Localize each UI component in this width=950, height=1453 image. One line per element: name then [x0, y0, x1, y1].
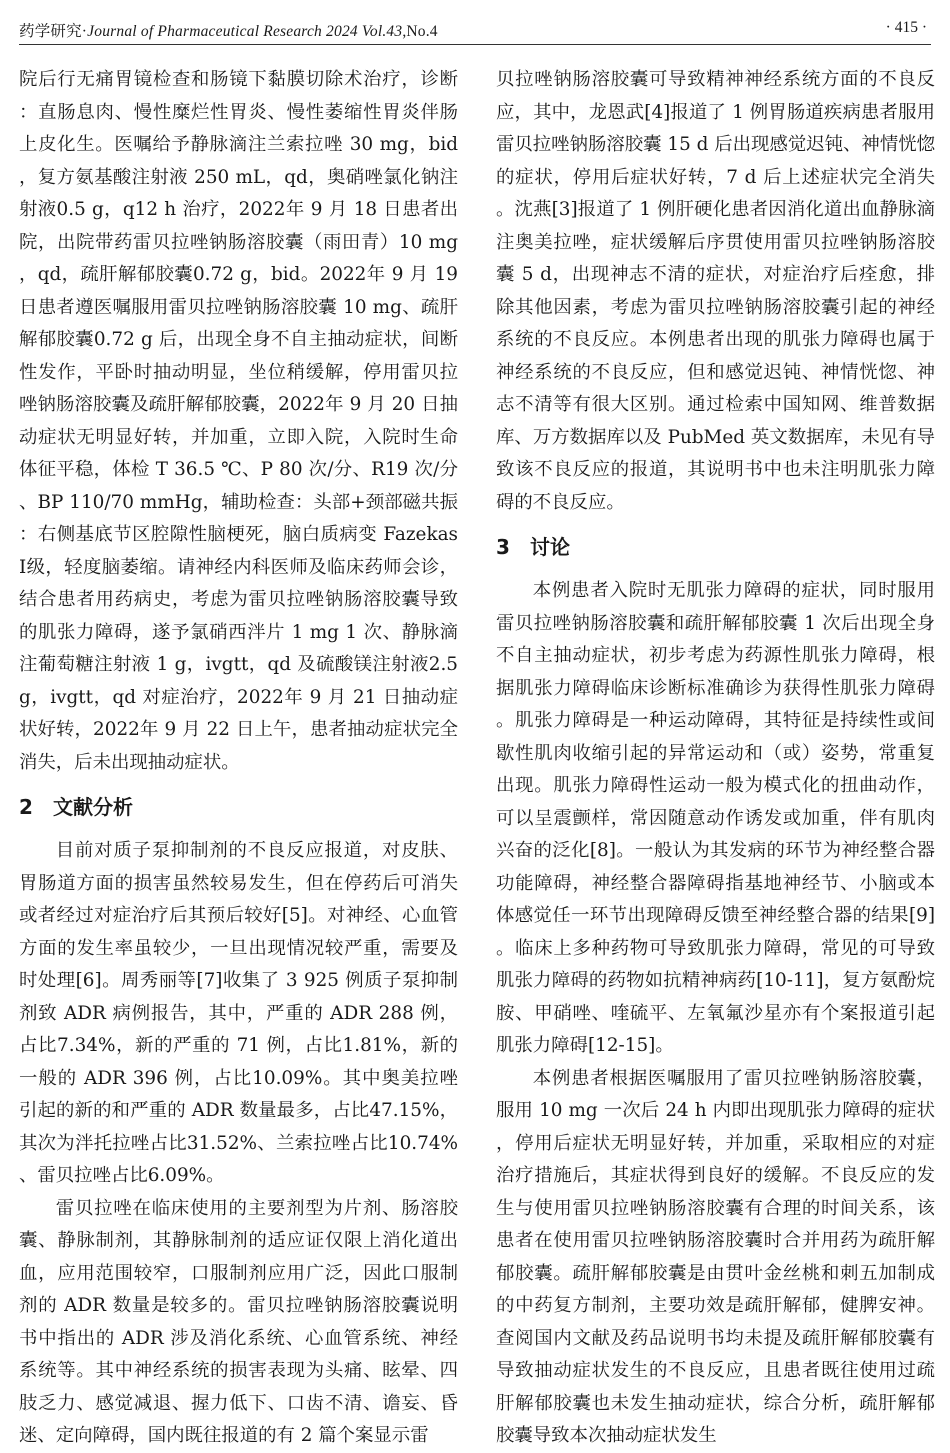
paragraph-ppi-adr: 目前对质子泵抑制剂的不良反应报道，对皮肤、胃肠道方面的损害虽然较易发生，但在停药后可消失或者经过对症治疗后其预后较好[5]。对神经、心血管方面的发生率虽较少，一旦出现情况较严重，需要及时处理[6]。周秀丽等[7]收集了 3 925 例质子泵抑制剂致 ADR 病例报告，其中，严重的 ADR 288 例，占比7.34%，新的严重的 71 例，占比1.81%，新的一般的 ADR 396 例，占比10.09%。其中奥美拉唑引起的新的和严重的 ADR 数量最多，占比47.15%，其次为泮托拉唑占比31.52%、兰索拉唑占比10.74%、雷贝拉唑占比6.09%。	[19, 840, 458, 1186]
page-number: · 415 ·	[885, 19, 927, 36]
left-column	[19, 64, 458, 1453]
paragraph-analysis: 本例患者根据医嘱服用了雷贝拉唑钠肠溶胶囊，服用 10 mg 一次后 24 h 内即出现肌张力障碍的症状，停用后症状无明显好转，并加重，采取相应的对症治疗措施后，其症状得到良好的缓解。不良反应的发生与使用雷贝拉唑钠肠溶胶囊有合理的时间关系，该患者在使用雷贝拉唑钠肠溶胶囊时合并用药为疏肝解郁胶囊。疏肝解郁胶囊是由贯叶金丝桃和刺五加制成的中药复方制剂，主要功效是疏肝解郁，健脾安神。查阅国内文献及药品说明书均未提及疏肝解郁胶囊有导致抽动症状发生的不良反应，且患者既往使用过疏肝解郁胶囊也未发生抽动症状，综合分析，疏肝解郁胶囊导致本次抽动症状发生	[496, 1067, 935, 1446]
paragraph-case-reports: 贝拉唑钠肠溶胶囊可导致精神神经系统方面的不良反应，其中，龙恩武[4]报道了 1 例胃肠道疾病患者服用雷贝拉唑钠肠溶胶囊 15 d 后出现感觉迟钝、神情恍惚的症状，停用后症状好转，7 d 后上述症状完全消失。沈燕[3]报道了 1 例肝硬化患者因消化道出血静脉滴注奥美拉唑，症状缓解后序贯使用雷贝拉唑钠肠溶胶囊 5 d，出现神志不清的症状，对症治疗后痊愈，排除其他因素，考虑为雷贝拉唑钠肠溶胶囊引起的神经系统的不良反应。本例患者出现的肌张力障碍也属于神经系统的不良反应，但和感觉迟钝、神情恍惚、神志不清等有很大区别。通过检索中国知网、维普数据库、万方数据库以及 PubMed 英文数据库，未见有导致该不良反应的报道，其说明书中也未注明肌张力障碍的不良反应。	[496, 69, 935, 513]
running-header	[19, 14, 931, 45]
paragraph-rabeprazole: 雷贝拉唑在临床使用的主要剂型为片剂、肠溶胶囊、静脉制剂，其静脉制剂的适应证仅限上消化道出血，应用范围较窄，口服制剂应用广泛，因此口服制剂的 ADR 数量是较多的。雷贝拉唑钠肠溶胶囊说明书中指出的 ADR 涉及消化系统、心血管系统、神经系统等。其中神经系统的损害表现为头痛、眩晕、四肢乏力、感觉减退、握力低下、口齿不清、谵妄、昏迷、定向障碍，国内既往报道的有 2 篇个案显示雷	[19, 1197, 458, 1446]
paragraph-case-report: 院后行无痛胃镜检查和肠镜下黏膜切除术治疗，诊断：直肠息肉、慢性糜烂性胃炎、慢性萎缩性胃炎伴肠上皮化生。医嘱给予静脉滴注兰索拉唑 30 mg，bid，复方氨基酸注射液 250 mL，qd，奥硝唑氯化钠注射液0.5 g，q12 h 治疗，2022年 9 月 18 日患者出院，出院带药雷贝拉唑钠肠溶胶囊（雨田青）10 mg，qd，疏肝解郁胶囊0.72 g，bid。2022年 9 月 19 日患者遵医嘱服用雷贝拉唑钠肠溶胶囊 10 mg、疏肝解郁胶囊0.72 g 后，出现全身不自主抽动症状，间断性发作，平卧时抽动明显，坐位稍缓解，停用雷贝拉唑钠肠溶胶囊及疏肝解郁胶囊，2022年 9 月 20 日抽动症状无明显好转，并加重，立即入院，入院时生命体征平稳，体检 T 36.5 ℃、P 80 次/分、R19 次/分、BP 110/70 mmHg，辅助检查：头部+颈部磁共振：右侧基底节区腔隙性脑梗死，脑白质病变 Fazekas Ⅰ级，轻度脑萎缩。请神经内科医师及临床药师会诊，结合患者用药病史，考虑为雷贝拉唑钠肠溶胶囊导致的肌张力障碍，遂予氯硝西泮片 1 mg 1 次、静脉滴注葡萄糖注射液 1 g，ivgtt，qd 及硫酸镁注射液2.5 g，ivgtt，qd 对症治疗，2022年 9 月 21 日抽动症状好转，2022年 9 月 22 日上午，患者抽动症状完全消失，后未出现抽动症状。	[19, 69, 458, 773]
journal-title: 药学研究·Journal of Pharmaceutical Research 2024 Vol.43,No.4	[19, 23, 438, 40]
section-heading-discussion: 3 讨论	[496, 535, 570, 559]
section-heading-literature: 2 文献分析	[19, 795, 133, 819]
paragraph-dystonia: 本例患者入院时无肌张力障碍的症状，同时服用雷贝拉唑钠肠溶胶囊和疏肝解郁胶囊 1 次后出现全身不自主抽动症状，初步考虑为药源性肌张力障碍，根据肌张力障碍临床诊断标准确诊为获得性肌张力障碍。肌张力障碍是一种运动障碍，其特征是持续性或间歇性肌肉收缩引起的异常运动和（或）姿势，常重复出现。肌张力障碍性运动一般为模式化的扭曲动作，可以呈震颤样，常因随意动作诱发或加重，伴有肌肉兴奋的泛化[8]。一般认为其发病的环节为神经整合器功能障碍，神经整合器障碍指基地神经节、小脑或本体感觉任一环节出现障碍反馈至神经整合器的结果[9]。临床上多种药物可导致肌张力障碍，常见的可导致肌张力障碍的药物如抗精神病药[10-11]，复方氨酚烷胺、甲硝唑、喹硫平、左氧氟沙星亦有个案报道引起肌张力障碍[12-15]。	[496, 580, 935, 1056]
right-column	[496, 64, 935, 1453]
